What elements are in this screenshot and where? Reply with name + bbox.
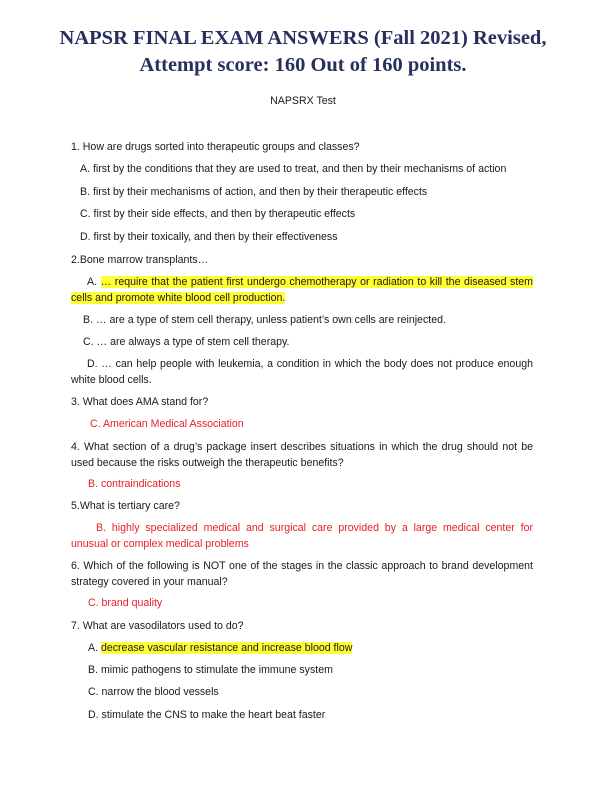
q3-answer: C. American Medical Association [90, 418, 244, 430]
title-line-2: Attempt score: 160 Out of 160 points. [139, 54, 467, 76]
title-line-1: NAPSR FINAL EXAM ANSWERS (Fall 2021) Revised, [59, 27, 547, 49]
q6-answer: C. brand quality [88, 597, 163, 609]
q7-option-a [88, 640, 550, 656]
q1-option-c: C. first by their side effects, and then by therapeutic effects [80, 208, 356, 220]
question-7: 7. What are vasodilators used to do? [71, 620, 244, 632]
q2-option-d: D. … can help people with leukemia, a condition in which the body does not produce enough white blood cells. [71, 358, 533, 386]
question-5: 5.What is tertiary care? [71, 500, 180, 512]
q2-option-a [71, 274, 533, 306]
question-3: 3. What does AMA stand for? [71, 396, 209, 408]
subtitle: NAPSRX Test [270, 95, 336, 107]
q1-option-d: D. first by their toxically, and then by their effectiveness [80, 231, 338, 243]
q7-option-b: B. mimic pathogens to stimulate the immune system [88, 664, 333, 676]
question-4: 4. What section of a drug’s package insert describes situations in which the drug should not be used because the risks outweigh the therapeutic benefits? [71, 441, 533, 469]
highlighted-answer: … require that the patient first undergo chemotherapy or radiation to kill the diseased stem cells and promote white blood cell production. [71, 276, 534, 304]
question-6: 6. Which of the following is NOT one of the stages in the classic approach to brand development strategy covered in your manual? [71, 560, 533, 588]
q2-option-b: B. … are a type of stem cell therapy, unless patient’s own cells are reinjected. [83, 314, 446, 326]
q7-option-d: D. stimulate the CNS to make the heart beat faster [88, 709, 326, 721]
q1-option-a: A. first by the conditions that they are used to treat, and then by their mechanisms of action [80, 163, 507, 175]
question-2: 2.Bone marrow transplants… [71, 254, 209, 266]
q2-option-a-label: A. [87, 276, 101, 288]
q1-option-b: B. first by their mechanisms of action, and then by their therapeutic effects [80, 186, 428, 198]
q5-answer: B. highly specialized medical and surgical care provided by a large medical center for unusual or complex medical problems [71, 522, 533, 550]
q7-option-a-label: A. [88, 642, 101, 654]
q7-option-c: C. narrow the blood vessels [88, 686, 219, 698]
question-1: 1. How are drugs sorted into therapeutic groups and classes? [71, 141, 360, 153]
q4-answer: B. contraindications [88, 478, 181, 490]
highlighted-answer: decrease vascular resistance and increase blood flow [100, 642, 353, 654]
q2-option-c: C. … are always a type of stem cell therapy. [83, 336, 290, 348]
